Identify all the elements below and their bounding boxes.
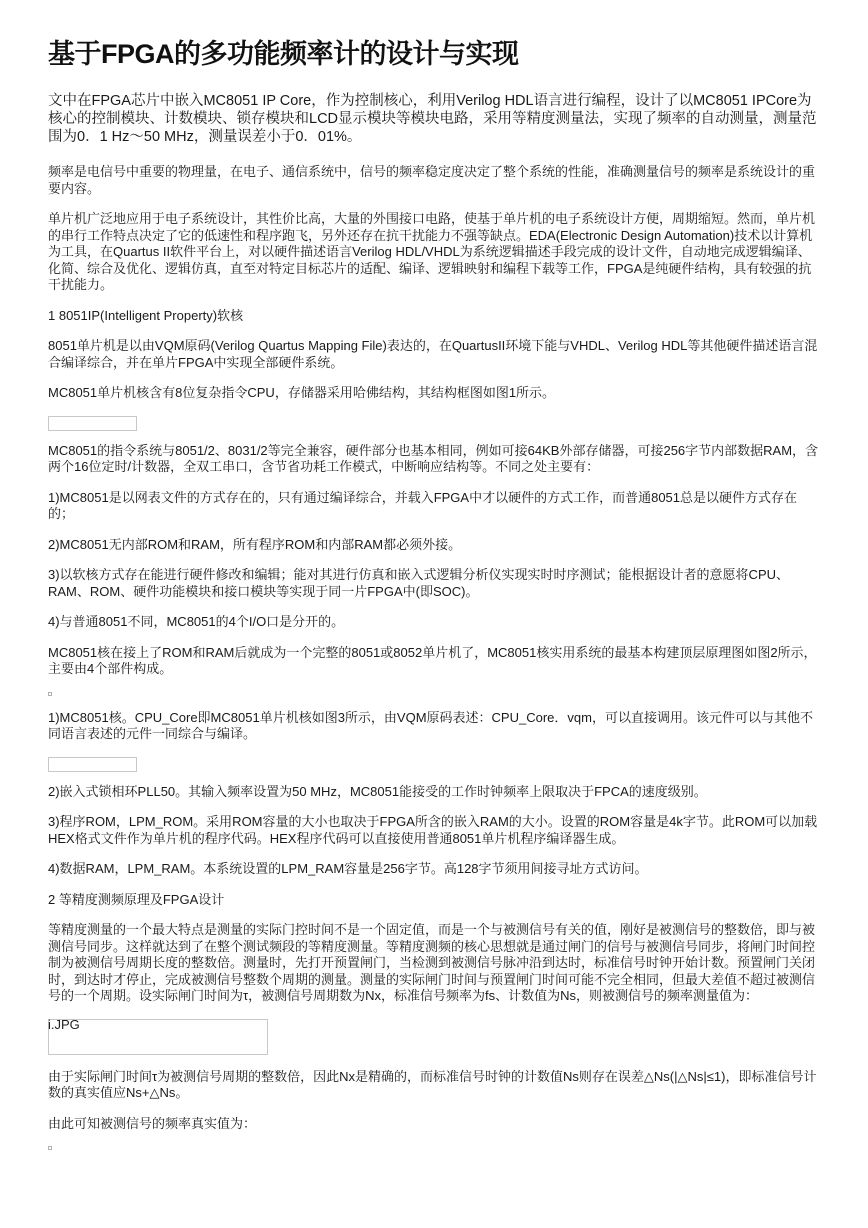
section-heading: 2 等精度测频原理及FPGA设计 <box>48 891 225 907</box>
paragraph: 单片机广泛地应用于电子系统设计，其性价比高，大量的外围接口电路，使基于单片机的电子系统设计方便，周期缩短。然而，单片机的串行工作特点决定了它的低速性和程序跑飞，另外还存在抗干扰能力不强等缺点。EDA(Electronic Design Automation)技术以计算机为工具，在Quartus II软件平台上，对以硬件描述语言Verilog HDL/VHDL为系统逻辑描述手段完成的设计文件，自动地完成逻辑编译、化简、综合及优化、逻辑仿真，直至对特定目标芯片的适配、编译、逻辑映射和编程下载等工作，FPGA是纯硬件结构，具有较强的抗干扰能力。 <box>48 211 816 292</box>
formula-2-image-placeholder <box>48 1146 52 1150</box>
image-filename-label: i.JPG <box>48 1016 80 1032</box>
paragraph: 8051单片机是以由VQM原码(Verilog Quartus Mapping File)表达的，在QuartusII环境下能与VHDL、Verilog HDL等其他硬件描述语言混合编译综合，并在单片FPGA中实现全部硬件系统。 <box>48 338 818 370</box>
paragraph: MC8051核在接上了ROM和RAM后就成为一个完整的8051或8052单片机了，MC8051核实用系统的最基本构建顶层原理图如图2所示，主要由4个部件构成。 <box>48 644 817 676</box>
list-item: 2)嵌入式锁相环PLL50。其输入频率设置为50 MHz，MC8051能接受的工作时钟频率上限取决于FPCA的速度级别。 <box>48 783 707 799</box>
list-item: 3)程序ROM，LPM_ROM。采用ROM容量的大小也取决于FPGA所含的嵌入RAM的大小。设置的ROM容量是4k字节。此ROM可以加载HEX格式文件作为单片机的程序代码。HEX程序代码可以直接使用普通8051单片机程序编译器生成。 <box>48 814 818 846</box>
list-item: 4)数据RAM，LPM_RAM。本系统设置的LPM_RAM容量是256字节。高128字节须用间接寻址方式访问。 <box>48 861 648 876</box>
paragraph: 等精度测量的一个最大特点是测量的实际门控时间不是一个固定值，而是一个与被测信号有关的值，刚好是被测信号的整数倍，即与被测信号同步。这样就达到了在整个测试频段的等精度测量。等精度测频的核心思想就是通过闸门的信号与被测信号同步，将闸门时间控制为被测信号周期长度的整数倍。测量时，先打开预置闸门，当检测到被测信号脉冲沿到达时，标准信号时钟开始计数。预置闸门关闭时，到达时才停止，完成被测信号整数个周期的测量。测量的实际闸门时间与预置闸门时间可能不完全相同，但最大差值不超过被测信号的一个周期。设实际闸门时间为τ，被测信号周期数为Nx，标准信号频率为fs、计数值为Ns，则被测信号的频率测量值为： <box>48 922 816 1003</box>
figure-2-image-placeholder <box>48 692 52 696</box>
paragraph: 频率是电信号中重要的物理量，在电子、通信系统中，信号的频率稳定度决定了整个系统的性能，准确测量信号的频率是系统设计的重要内容。 <box>48 164 816 196</box>
article <box>48 36 822 1164</box>
figure-3-image-placeholder <box>48 757 137 772</box>
paragraph: 由于实际闸门时间τ为被测信号周期的整数倍，因此Nx是精确的，而标准信号时钟的计数值Ns则存在误差△Ns(|△Ns|≤1)，即标准信号计数的真实值应Ns+△Ns。 <box>48 1068 817 1100</box>
list-item: 3)以软核方式存在能进行硬件修改和编辑；能对其进行仿真和嵌入式逻辑分析仪实现实时时序测试；能根据设计者的意愿将CPU、RAM、ROM、硬件功能模块和接口模块等实现于同一片FPGA中(即SOC)。 <box>48 567 790 599</box>
formula-image-placeholder <box>48 1016 268 1055</box>
paragraph: 由此可知被测信号的频率真实值为： <box>48 1115 257 1131</box>
figure-1-image-placeholder <box>48 416 137 431</box>
section-heading: 1 8051IP(Intelligent Property)软核 <box>48 307 244 323</box>
article-title: 基于FPGA的多功能频率计的设计与实现 <box>48 39 519 69</box>
list-item: 1)MC8051核。CPU_Core即MC8051单片机核如图3所示，由VQM原码表述：CPU_Core．vqm，可以直接调用。该元件可以与其他不同语言表述的元件一同综合与编译。 <box>48 709 813 741</box>
list-item: 2)MC8051无内部ROM和RAM，所有程序ROM和内部RAM都必须外接。 <box>48 536 462 552</box>
abstract: 文中在FPGA芯片中嵌入MC8051 IP Core，作为控制核心，利用Verilog HDL语言进行编程，设计了以MC8051 IPCore为核心的控制模块、计数模块、锁存模块和LCD显示模块等模块电路，采用等精度测量法，实现了频率的自动测量，测量范围为0．1 Hz～50 MHz，测量误差小于0．01%。 <box>48 93 817 145</box>
paragraph: MC8051单片机核含有8位复杂指令CPU，存储器采用哈佛结构，其结构框图如图1所示。 <box>48 385 556 400</box>
list-item: 1)MC8051是以网表文件的方式存在的，只有通过编译综合，并载入FPGA中才以硬件的方式工作，而普通8051总是以硬件方式存在的； <box>48 489 798 521</box>
paragraph: MC8051的指令系统与8051/2、8031/2等完全兼容，硬件部分也基本相同，例如可接64KB外部存储器，可接256字节内部数据RAM，含两个16位定时/计数器，全双工串口，含节省功耗工作模式，中断响应结构等。不同之处主要有： <box>48 442 819 474</box>
list-item: 4)与普通8051不同，MC8051的4个I/O口是分开的。 <box>48 614 345 629</box>
